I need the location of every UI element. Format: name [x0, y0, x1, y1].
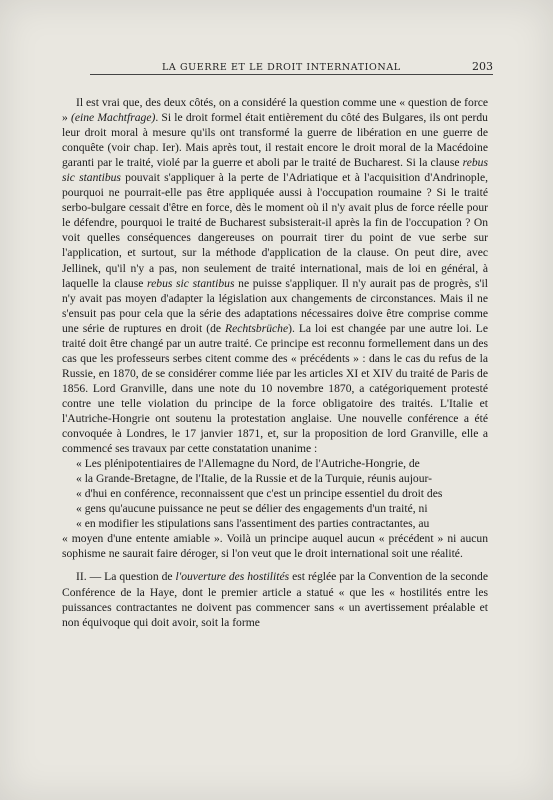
text-run: Il est vrai que, des deux côtés, on a considéré la question comme une « question de force »: [62, 96, 488, 125]
italic-run: rebus sic stantibus: [62, 156, 488, 185]
text-run: . Si le droit formel était entièrement du côté des Bulgares, ils ont perdu leur droit moral à mesure qu'ils ont transformé la guerre de libération en une guerre de conquête (voir chap. Ier). Mais après tout, il restait encore le droit moral de la Macédoine garanti par le traité, violé par la guerre et aboli par le traité de Bucharest. Si la clause: [62, 111, 488, 170]
page-number: 203: [472, 60, 493, 73]
section-ii-paragraph: [62, 569, 488, 629]
quote-line: « en modifier les stipulations sans l'assentiment des parties contractantes, au: [76, 517, 430, 531]
quote-line: « moyen d'une entente amiable ».: [62, 532, 223, 546]
text-run: ). La loi est changée par une autre loi. Le traité doit être changé par un autre traité. Ce principe est reconnu formellement dans un des cas que les professeurs serbes citent comme des « précédents » : dans le cas du refus de la Russie, en 1870, de se considérer comme liée par les articles XI et XIV du traité de Paris de 1856. Lord Granville, dans une note du 10 novembre 1870, a catégoriquement protesté contre une telle violation du principe de la force obligatoire des traités. L'Italie et l'Autriche-Hongrie ont soutenu la protestation anglaise. Une nouvelle conférence a été convoquée à Londres, le 17 janvier 1871, et, sur la proposition de lord Granville, elle a commencé ses travaux par cette constatation unanime :: [62, 321, 488, 456]
text-run: pouvait s'appliquer à la perte de l'Adriatique et à l'acquisition d'Andrinople, pourquoi ne pourrait-elle pas être appliquée aussi à l'occupation roumaine ? Si le traité serbo-bulgare cessait d'être en force, dès le moment où il n'y avait plus de force réelle pour le défendre, pourquoi le traité de Bucharest subsisterait-il après la fin de l'occupation ? On voit quelles conséquences dangereuses on pourrait tirer du point de vue serbe sur l'application, et surtout, sur la méthode d'application de la clause. On peut dire, avec Jellinek, qu'il n'y a pas, non seulement de traité international, mais de loi en général, à laquelle la clause: [62, 171, 488, 290]
quote-line: « gens qu'aucune puissance ne peut se délier des engagements d'un traité, ni: [76, 502, 428, 516]
italic-run: (eine Machtfrage): [71, 111, 156, 125]
italic-run: Rechtsbrüche: [225, 321, 289, 335]
section-lead: II. — La question de: [76, 570, 176, 584]
text-run: ne puisse s'appliquer. Il n'y aurait pas de progrès, s'il n'y avait pas moyen d'adapter la législation aux changements de circonstances. Mais il ne s'ensuit pas pour cela que la série des adaptations nécessaires doive être comprise comme une série de ruptures en droit (de: [62, 276, 489, 335]
quote-line: « Les plénipotentiaires de l'Allemagne du Nord, de l'Autriche-Hongrie, de: [76, 457, 420, 471]
running-title: LA GUERRE ET LE DROIT INTERNATIONAL: [162, 62, 401, 73]
page-header: [90, 58, 493, 75]
text-run: Voilà un principe auquel aucun « précédent » ni aucun sophisme ne saurait faire déroger, si l'on veut que le droit international soit une réalité.: [62, 532, 488, 561]
quote-line: « la Grande-Bretagne, de l'Italie, de la Russie et de la Turquie, réunis aujour-: [76, 472, 433, 486]
italic-run: l'ouverture des hostilités: [175, 570, 290, 584]
text-run: est réglée par la Convention de la seconde Conférence de la Haye, dont le premier article a statué « que les « hostilités entre les puissances contractantes ne doivent pas commencer sans « un avertissement préalable et non équivoque qui doit avoir, soit la forme: [62, 570, 488, 629]
body-text: [62, 95, 488, 630]
quote-line: « d'hui en conférence, reconnaissent que c'est un principe essentiel du droit des: [76, 487, 443, 501]
italic-run: rebus sic stantibus: [147, 276, 235, 290]
paragraph-1: [62, 95, 488, 561]
